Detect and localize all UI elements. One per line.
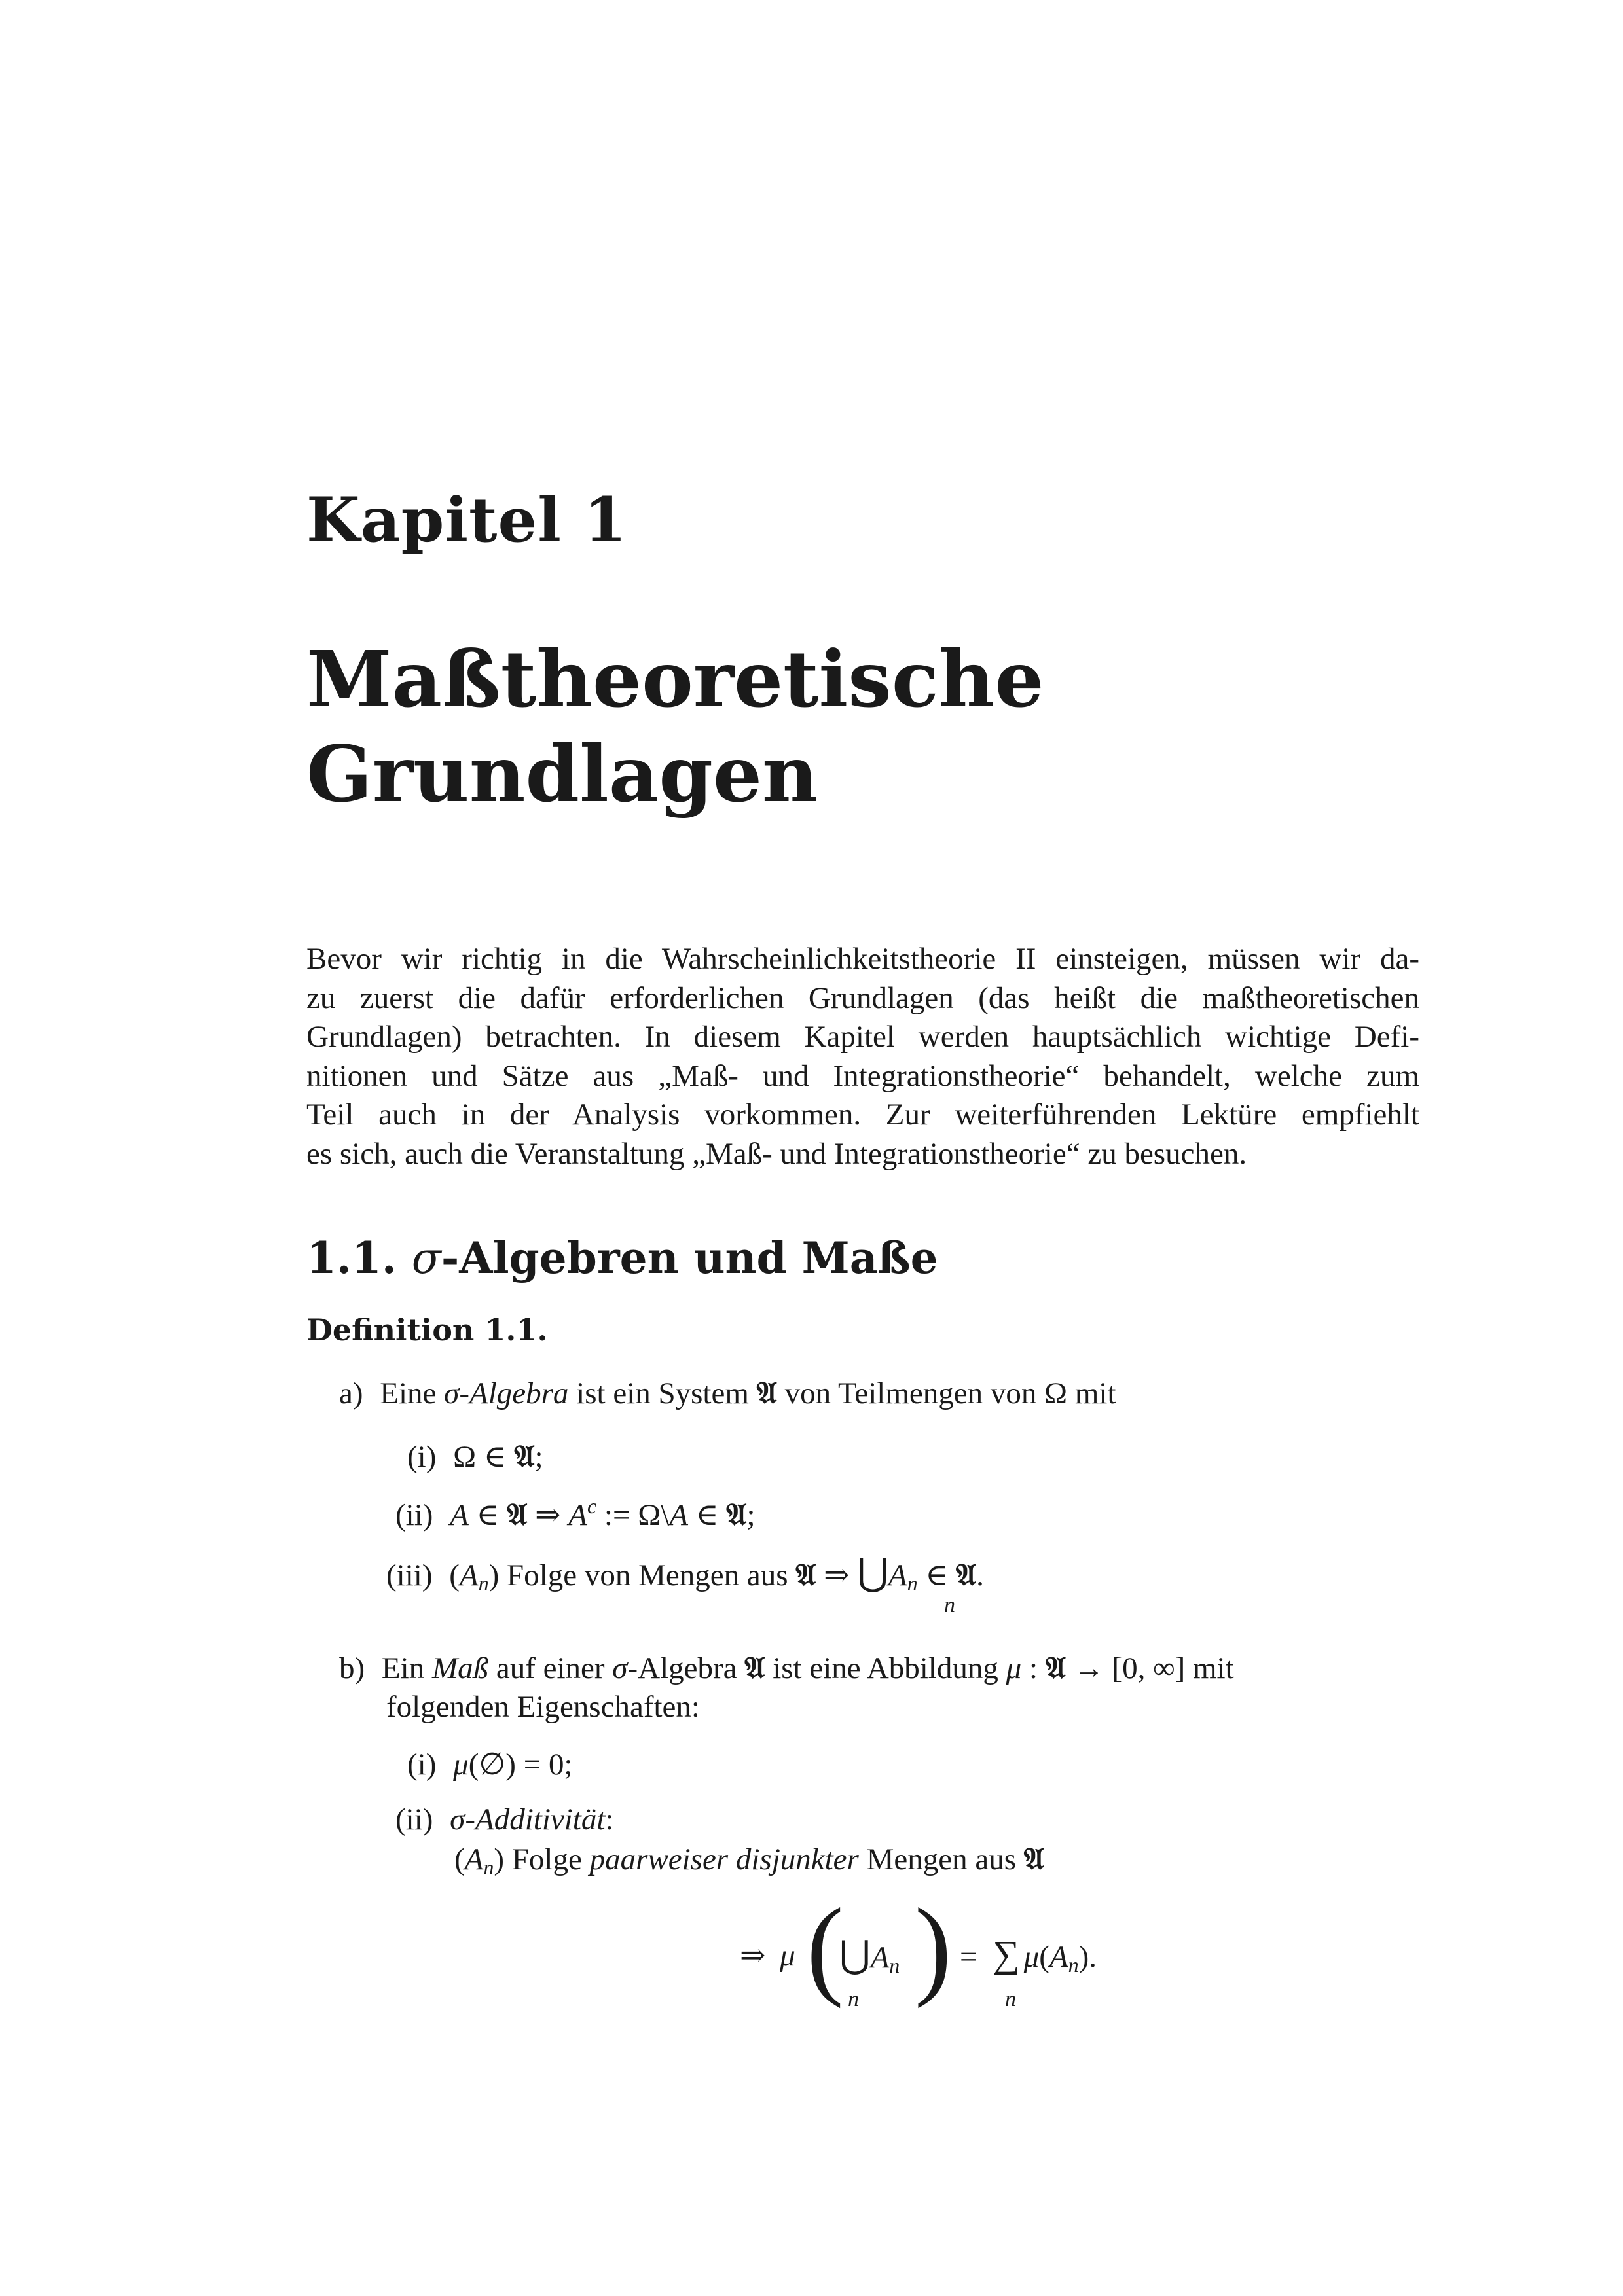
index-n: n — [889, 1954, 900, 1977]
range-interval: [0, ∞] — [1112, 1651, 1186, 1685]
item-label: (ii) — [395, 1803, 433, 1837]
part-b-text: -Algebra — [627, 1651, 745, 1685]
intro-line: Teil auch in der Analysis vorkommen. Zur weiterführenden Lektüre empfiehlt — [306, 1098, 1419, 1132]
part-b-line-2: folgenden Eigenschaften: — [386, 1690, 700, 1724]
paren: ) — [488, 1558, 500, 1592]
element-of: ∈ — [476, 1440, 515, 1474]
mu-symbol: μ — [453, 1748, 469, 1782]
union-index: n — [944, 1593, 955, 1617]
section-number: 1.1. — [306, 1232, 397, 1283]
algebra-symbol: 𝔄 — [795, 1557, 816, 1593]
element-of: ∈ — [917, 1558, 956, 1592]
setminus: \ — [661, 1498, 670, 1532]
part-a-item-iii — [386, 1550, 984, 1596]
algebra-symbol: 𝔄 — [744, 1650, 765, 1686]
set-a: A — [669, 1498, 688, 1532]
section-title: -Algebren und Maße — [441, 1232, 938, 1283]
algebra-symbol: 𝔄 — [1023, 1841, 1044, 1877]
item-label: (iii) — [386, 1558, 433, 1592]
sigma-algebra-term: σ-Algebra — [444, 1376, 569, 1410]
part-a-text: Eine — [380, 1376, 445, 1410]
index-n: n — [1068, 1953, 1079, 1977]
item-expression: (∅) = 0; — [468, 1748, 573, 1782]
part-b-text: auf einer — [488, 1651, 613, 1685]
equals: = — [960, 1940, 977, 1974]
item-label: (i) — [407, 1440, 437, 1474]
paren: ( — [1039, 1940, 1049, 1974]
mu-symbol: μ — [780, 1939, 795, 1973]
punctuation: ; — [534, 1440, 543, 1474]
chapter-label: Kapitel 1 — [306, 484, 628, 556]
chapter-title-line-1: Maßtheoretische — [306, 634, 1044, 725]
paren: ). — [1078, 1940, 1097, 1974]
set-a: A — [870, 1941, 890, 1975]
paren: ( — [449, 1558, 460, 1592]
additivity-formula-sum — [960, 1932, 1097, 1977]
part-b-item-i — [407, 1746, 573, 1782]
implies: ⇒ — [527, 1498, 569, 1532]
set-a: A — [464, 1842, 484, 1876]
big-paren-close: ) — [915, 1886, 952, 2009]
punctuation: ; — [746, 1498, 756, 1532]
pairwise-disjoint-term: paarweiser disjunkter — [589, 1842, 859, 1876]
set-a: A — [459, 1558, 479, 1592]
sigma-symbol: σ — [612, 1651, 628, 1685]
intro-line: es sich, auch die Veranstaltung „Maß- und Integrationstheorie“ zu besuchen. — [306, 1136, 1247, 1171]
part-b-label: b) — [339, 1651, 365, 1685]
complement-superscript: c — [587, 1494, 597, 1518]
part-b-text: ist eine Abbildung — [765, 1651, 1006, 1685]
item-label: (ii) — [395, 1498, 433, 1532]
algebra-symbol: 𝔄 — [1045, 1650, 1066, 1686]
sigma-additivity-term: σ-Additivität — [450, 1803, 606, 1837]
assign: := — [596, 1498, 638, 1532]
intro-line: Bevor wir richtig in die Wahrscheinlichkeitstheorie II einsteigen, müssen wir da- — [306, 942, 1419, 976]
part-a-label: a) — [339, 1376, 363, 1410]
part-b-text: mit — [1185, 1651, 1234, 1685]
omega-symbol: Ω — [638, 1498, 661, 1532]
algebra-symbol: 𝔄 — [955, 1557, 977, 1593]
item-text: Mengen aus — [858, 1842, 1024, 1876]
additivity-formula-implies — [740, 1937, 795, 1973]
definition-heading: Definition 1.1. — [306, 1312, 548, 1348]
big-paren-open: ( — [807, 1886, 844, 2009]
index-n: n — [907, 1571, 918, 1595]
part-a-item-ii — [395, 1494, 756, 1534]
punctuation: : — [605, 1803, 614, 1837]
intro-line: nitionen und Sätze aus „Maß- und Integrationstheorie“ behandelt, welche zum — [306, 1058, 1419, 1093]
intro-line: Grundlagen) betrachten. In diesem Kapitel werden hauptsächlich wichtige Defi- — [306, 1020, 1419, 1054]
section-heading — [306, 1232, 938, 1283]
part-a-text: von Teilmengen von — [776, 1376, 1045, 1410]
algebra-symbol: 𝔄 — [726, 1497, 747, 1533]
definition-part-b — [339, 1650, 1422, 1687]
index-n: n — [483, 1856, 494, 1879]
additivity-formula-union — [839, 1932, 900, 1978]
sum-index: n — [1005, 1987, 1016, 2011]
punctuation: . — [976, 1558, 984, 1592]
union-operator: ⋃ — [839, 1933, 871, 1976]
item-label: (i) — [407, 1748, 437, 1782]
item-text: Folge — [504, 1842, 590, 1876]
paren: ( — [454, 1842, 465, 1876]
set-a: A — [568, 1498, 587, 1532]
part-b-text: Ein — [381, 1651, 432, 1685]
element-of: ∈ — [687, 1498, 727, 1532]
section-sigma: σ — [411, 1233, 441, 1283]
arrow: → — [1065, 1651, 1112, 1685]
part-a-text: mit — [1067, 1376, 1116, 1410]
union-operator: ⋃ — [857, 1551, 888, 1594]
mass-term: Maß — [431, 1651, 489, 1685]
chapter-title-line-2: Grundlagen — [306, 728, 818, 819]
item-text: Folge von Mengen aus — [499, 1558, 796, 1592]
definition-part-a — [339, 1375, 1116, 1412]
algebra-symbol: 𝔄 — [514, 1439, 535, 1475]
implies: ⇒ — [740, 1939, 766, 1973]
omega-symbol: Ω — [1044, 1376, 1068, 1410]
set-a: A — [1049, 1940, 1068, 1974]
intro-line: zu zuerst die dafür erforderlichen Grundlagen (das heißt die maßtheoretischen — [306, 980, 1419, 1015]
implies: ⇒ — [816, 1558, 858, 1592]
omega-symbol: Ω — [453, 1440, 477, 1474]
colon: : — [1021, 1651, 1046, 1685]
paren: ) — [494, 1842, 505, 1876]
sum-operator: ∑ — [993, 1933, 1020, 1975]
set-a: A — [450, 1498, 469, 1532]
element-of: ∈ — [468, 1498, 507, 1532]
set-a: A — [888, 1558, 907, 1592]
union-index: n — [848, 1987, 859, 2011]
mu-symbol: μ — [1023, 1940, 1040, 1974]
part-a-item-i — [407, 1439, 543, 1475]
mu-symbol: μ — [1006, 1651, 1022, 1685]
part-a-text: ist ein System — [568, 1376, 757, 1410]
algebra-symbol: 𝔄 — [756, 1375, 777, 1411]
part-b-item-ii — [395, 1802, 613, 1837]
index-n: n — [478, 1571, 489, 1595]
algebra-symbol: 𝔄 — [507, 1497, 528, 1533]
intro-paragraph — [306, 940, 1419, 1174]
part-b-item-ii-line-2 — [454, 1841, 1044, 1880]
